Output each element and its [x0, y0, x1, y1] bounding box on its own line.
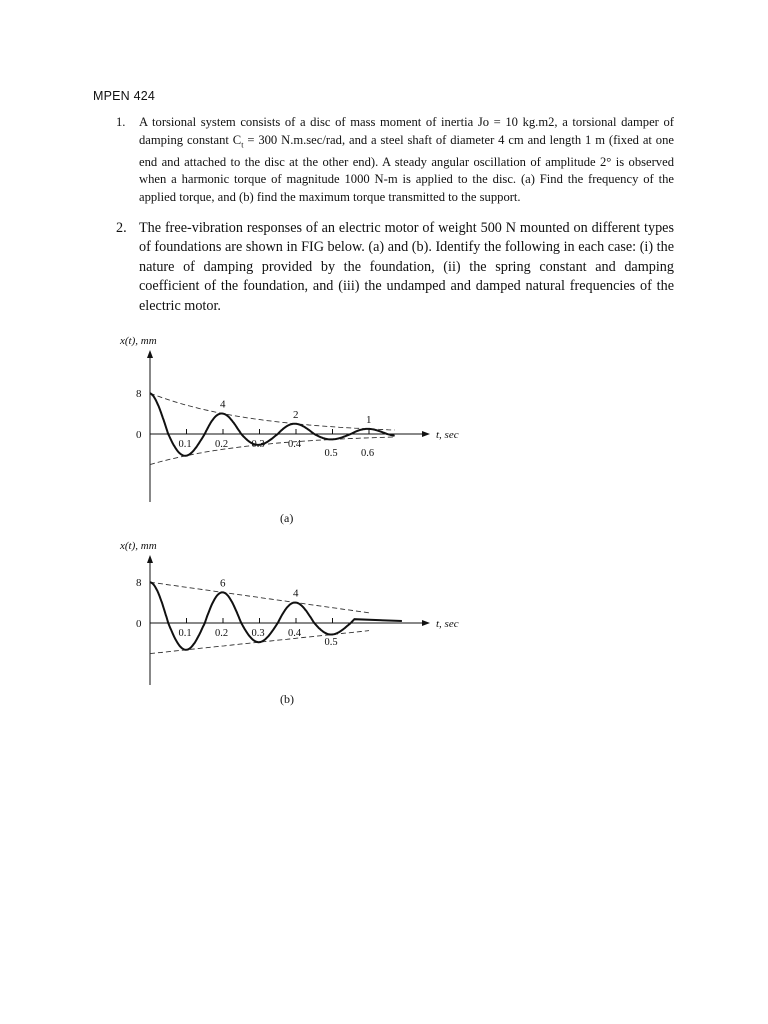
x-tick-label: 0.4: [288, 628, 302, 639]
y-axis-label: x(t), mm: [120, 540, 157, 552]
y-axis-arrow: [147, 555, 153, 563]
peak-label: 4: [220, 398, 226, 411]
chart-a: [110, 330, 470, 530]
question-text: A torsional system consists of a disc of mass moment of inertia Jo = 10 kg.m2, a torsional damper of damping constant $C_t = 300$ N.m.sec/rad, and a steel shaft of diameter 4 cm and length 1 m (fixed at one end and attached to the disc at the other end). A steady angular oscillation of amplitude 2° is observed when a harmonic torque of magnitude 1000 N-m is applied to the disc. (a) Find the frequency of the applied torque, and (b) find the maximum torque transmitted to the support.: [139, 115, 674, 204]
question-1: [116, 114, 674, 206]
y-tick-label: 0: [136, 429, 142, 441]
chart-b: [110, 535, 470, 715]
x-axis-arrow: [422, 620, 430, 626]
peak-label: 1: [366, 413, 372, 426]
response-curve: [150, 582, 402, 650]
peak-label: 6: [220, 577, 226, 590]
question-number: 1.: [116, 115, 126, 129]
question-2: [116, 219, 674, 316]
figure-b: [110, 535, 470, 720]
x-tick-label: 0.5: [324, 637, 338, 648]
figure-caption: (a): [280, 511, 294, 525]
x-tick-label: 0.2: [215, 628, 229, 639]
x-tick-label: 0.3: [251, 628, 265, 639]
x-tick-label: 0.4: [288, 439, 302, 450]
question-number: 2.: [116, 220, 127, 236]
question-text: The free-vibration responses of an electric motor of weight 500 N mounted on different types of foundations are shown in FIG below. (a) and (b). Identify the following in each case: (i) the nature of damping provided by the foundation, (ii) the spring constant and damping coefficient of the foundation, and (iii) the undamped and damped natural frequencies of the electric motor.: [139, 220, 674, 314]
peak-label: 4: [293, 587, 299, 600]
figure-a: [110, 330, 470, 535]
x-axis-arrow: [422, 431, 430, 437]
x-axis-label: t, sec: [436, 429, 459, 441]
figure-caption: (b): [280, 692, 294, 706]
course-code: MPEN 424: [93, 89, 156, 103]
peak-label: 2: [293, 408, 299, 421]
envelope-upper: [150, 582, 369, 613]
x-tick-label: 0.6: [361, 448, 375, 459]
y-axis-label: x(t), mm: [120, 335, 157, 347]
x-tick-label: 0.1: [178, 439, 192, 450]
x-tick-label: 0.1: [178, 628, 192, 639]
y-axis-arrow: [147, 350, 153, 358]
x-tick-label: 0.2: [215, 439, 229, 450]
x-axis-label: t, sec: [436, 618, 459, 630]
envelope-upper: [150, 393, 395, 430]
y-tick-label: 8: [136, 577, 142, 590]
x-tick-label: 0.3: [251, 439, 265, 450]
y-tick-label: 0: [136, 618, 142, 630]
y-tick-label: 8: [136, 388, 142, 401]
x-tick-label: 0.5: [324, 448, 338, 459]
